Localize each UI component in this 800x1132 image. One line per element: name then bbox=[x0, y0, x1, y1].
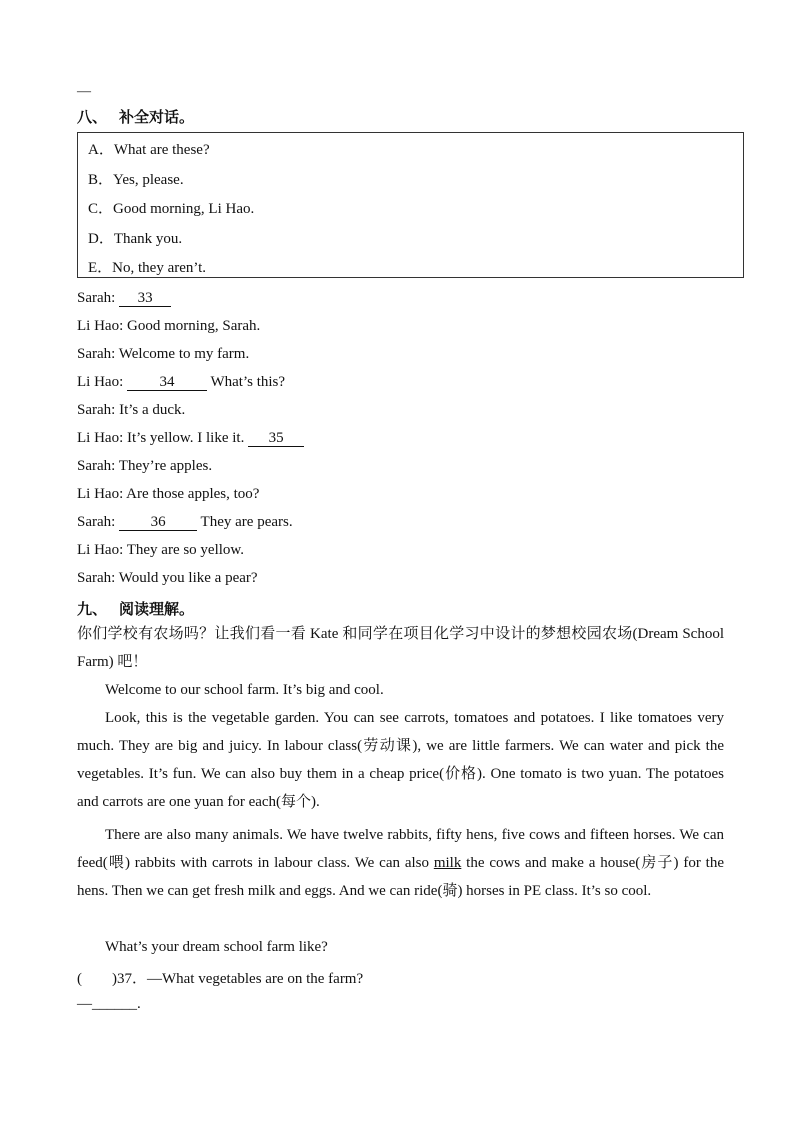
dialogue-line-10: Li Hao: They are so yellow. bbox=[77, 542, 245, 558]
section-8-title: 补全对话。 bbox=[119, 108, 195, 126]
dialogue-line-11: Sarah: Would you like a pear? bbox=[77, 570, 258, 586]
dialogue-text: They are pears. bbox=[197, 514, 293, 530]
reading-paragraph-4: What’s your dream school farm like? bbox=[105, 939, 328, 955]
dialogue-text: What’s this? bbox=[207, 374, 286, 390]
section-9-heading bbox=[77, 598, 194, 619]
dialogue-line-1 bbox=[77, 290, 171, 307]
paragraph-text: the cows and make a house(房子) for the hens. Then we can get fresh milk and eggs. And we can ride(骑) horses in PE class. It’s so cool. bbox=[77, 855, 724, 899]
dialogue-line-8: Li Hao: Are those apples, too? bbox=[77, 486, 260, 502]
option-letter: C． bbox=[88, 201, 114, 217]
option-text: Thank you. bbox=[113, 231, 183, 247]
option-text: Yes, please. bbox=[113, 172, 184, 188]
option-c bbox=[88, 197, 254, 218]
blank-33: 33 bbox=[119, 291, 171, 307]
section-9-title: 阅读理解。 bbox=[119, 600, 195, 618]
option-letter: B． bbox=[88, 172, 114, 188]
dialogue-text: Sarah: bbox=[77, 290, 120, 306]
dialogue-text: Sarah: bbox=[77, 514, 120, 530]
dialogue-text: Li Hao: It’s yellow. I like it. bbox=[77, 430, 249, 446]
option-a bbox=[88, 138, 210, 159]
question-37-answer-blank: —______. bbox=[77, 996, 141, 1012]
reading-paragraph-3 bbox=[77, 821, 724, 905]
option-e bbox=[88, 256, 206, 277]
option-letter: D． bbox=[88, 231, 114, 247]
paragraph-text: There are also many animals. We have twelve rabbits, fifty hens, five cows and fifteen horses. We can feed(喂) rabbits with carrots in labour class. We can also bbox=[77, 827, 724, 871]
option-letter: E． bbox=[88, 260, 113, 276]
dialogue-line-3: Sarah: Welcome to my farm. bbox=[77, 346, 250, 362]
option-b bbox=[88, 168, 184, 189]
option-text: What are these? bbox=[113, 142, 210, 158]
dialogue-text: Li Hao: bbox=[77, 374, 127, 390]
underlined-word: milk bbox=[433, 855, 462, 871]
blank-36: 36 bbox=[119, 515, 197, 531]
dialogue-line-5: Sarah: It’s a duck. bbox=[77, 402, 186, 418]
reading-paragraph-1: Welcome to our school farm. It’s big and cool. bbox=[105, 682, 384, 698]
option-letter: A． bbox=[88, 142, 114, 158]
option-text: Good morning, Li Hao. bbox=[113, 201, 255, 217]
reading-intro: 你们学校有农场吗？让我们看一看 Kate 和同学在项目化学习中设计的梦想校园农场(Dream School Farm) 吧！ bbox=[77, 626, 724, 670]
section-8-number: 八、 bbox=[77, 108, 108, 126]
top-dash: — bbox=[77, 84, 91, 99]
dialogue-line-2: Li Hao: Good morning, Sarah. bbox=[77, 318, 261, 334]
question-37: ( )37．—What vegetables are on the farm? bbox=[77, 971, 364, 987]
dialogue-line-4 bbox=[77, 374, 285, 391]
dialogue-line-7: Sarah: They’re apples. bbox=[77, 458, 213, 474]
dialogue-line-9 bbox=[77, 514, 293, 531]
reading-paragraph-2: Look, this is the vegetable garden. You can see carrots, tomatoes and potatoes. I like tomatoes very much. They are big and juicy. In labour class(劳动课), we are little farmers. We can water and pick the vegetables. It’s fun. We can also buy them in a cheap price(价格). One tomato is two yuan. The potatoes and carrots are one yuan for each(每个). bbox=[77, 710, 724, 810]
blank-35: 35 bbox=[248, 431, 304, 447]
dialogue-line-6 bbox=[77, 430, 304, 447]
option-d bbox=[88, 227, 182, 248]
options-box bbox=[77, 132, 744, 278]
option-text: No, they aren’t. bbox=[112, 260, 207, 276]
section-9-number: 九、 bbox=[77, 600, 108, 618]
section-8-heading bbox=[77, 106, 194, 127]
blank-34: 34 bbox=[127, 375, 207, 391]
